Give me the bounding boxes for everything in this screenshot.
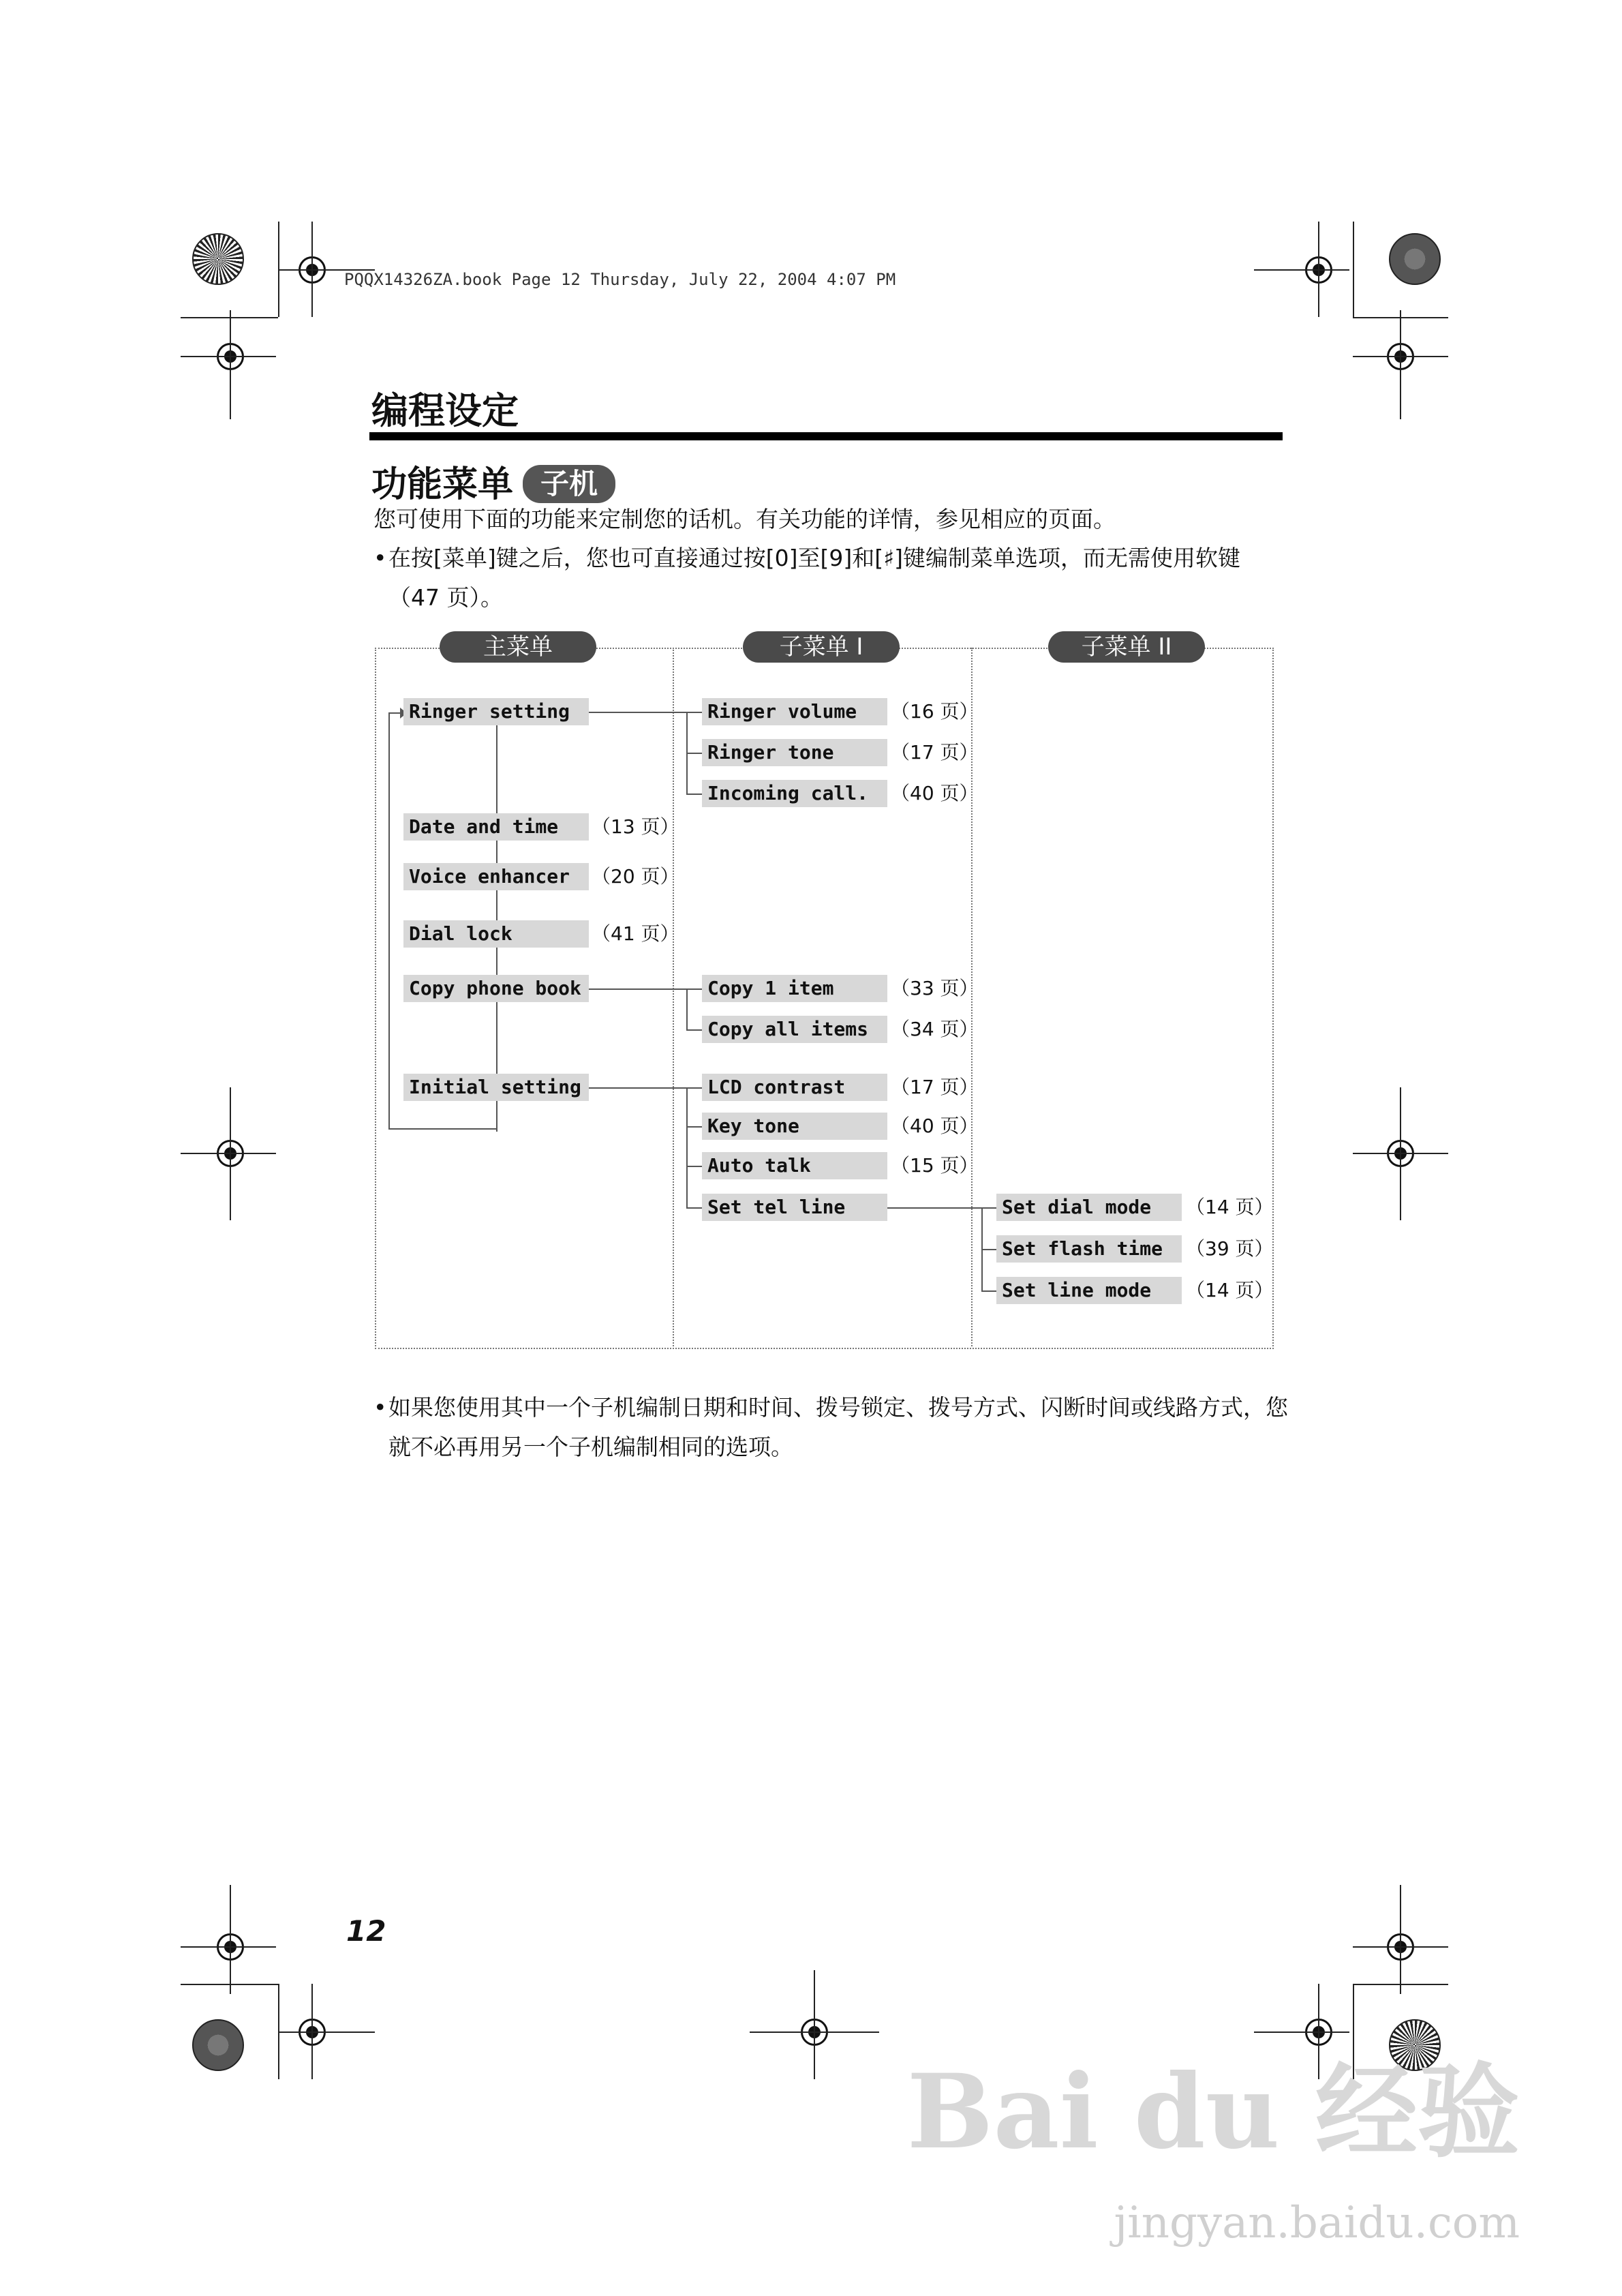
connector-line	[686, 1166, 702, 1167]
intro-text: 您可使用下面的功能来定制您的话机。有关功能的详情，参见相应的页面。	[373, 506, 1116, 532]
registration-wheel-icon	[192, 233, 244, 285]
page-ref: （14 页）	[1186, 1196, 1274, 1218]
column-header-main: 主菜单	[440, 631, 596, 663]
connector-line	[589, 1087, 702, 1089]
submenu-item-copy-1-item[interactable]: Copy 1 item	[702, 975, 887, 1002]
bullet-text: 在按[菜单]键之后，您也可直接通过按[0]至[9]和[♯]键编制菜单选项，而无需使用软键 （47 页）。	[388, 545, 1240, 611]
page-ref: （15 页）	[891, 1154, 979, 1177]
connector-line	[589, 988, 702, 990]
crop-mark	[1353, 222, 1354, 317]
crop-mark	[181, 1153, 276, 1154]
menu-item-initial-setting[interactable]: Initial setting	[403, 1074, 589, 1101]
page-ref: （41 页）	[592, 922, 679, 945]
submenu-item-auto-talk[interactable]: Auto talk	[702, 1152, 887, 1179]
bullet-text: 如果您使用其中一个子机编制日期和时间、拨号锁定、拨号方式、闪断时间或线路方式，您就不必再用另一个子机编制相同的选项。	[388, 1394, 1288, 1460]
page-ref: （40 页）	[891, 1115, 979, 1137]
crop-mark	[1353, 1946, 1448, 1948]
crop-mark	[1353, 317, 1448, 318]
crop-mark	[279, 2031, 375, 2033]
connector-line	[686, 988, 688, 1031]
page-number: 12	[346, 1914, 386, 1948]
connector-line	[686, 1207, 702, 1209]
connector-line	[981, 1249, 996, 1250]
connector-line	[686, 1087, 688, 1209]
page-ref: （16 页）	[891, 700, 979, 723]
submenu-item-ringer-tone[interactable]: Ringer tone	[702, 739, 887, 766]
submenu-item-set-tel-line[interactable]: Set tel line	[702, 1194, 887, 1221]
page-ref: （17 页）	[891, 741, 979, 764]
menu-item-dial-lock[interactable]: Dial lock	[403, 920, 589, 948]
crop-mark	[1400, 1885, 1401, 1994]
crop-mark	[181, 1946, 276, 1948]
crop-mark	[181, 1984, 278, 1985]
crop-mark	[750, 2031, 879, 2033]
submenu-item-copy-all-items[interactable]: Copy all items	[702, 1016, 887, 1043]
connector-line	[686, 1029, 702, 1031]
page-ref: （17 页）	[891, 1076, 979, 1098]
submenu-item-lcd-contrast[interactable]: LCD contrast	[702, 1074, 887, 1101]
submenu2-item-set-dial-mode[interactable]: Set dial mode	[996, 1194, 1182, 1221]
registration-wheel-icon	[1389, 233, 1441, 285]
crop-mark	[1353, 1153, 1448, 1154]
submenu-item-ringer-volume[interactable]: Ringer volume	[702, 698, 887, 725]
crop-mark	[278, 1984, 279, 2079]
menu-item-ringer-setting[interactable]: Ringer setting	[403, 698, 589, 725]
crop-mark	[1400, 310, 1401, 419]
bullet-dot: •	[373, 1394, 387, 1421]
subsection-title-text: 功能菜单	[371, 464, 514, 505]
registration-wheel-icon	[192, 2019, 244, 2071]
connector-line	[686, 1126, 702, 1128]
connector-line	[589, 712, 702, 713]
page-ref: （34 页）	[891, 1018, 979, 1040]
page-ref: （20 页）	[592, 865, 679, 888]
handset-badge: 子机	[523, 465, 615, 503]
crop-mark	[814, 1970, 815, 2079]
connector-line	[388, 1128, 498, 1130]
crop-mark	[1254, 269, 1349, 271]
submenu2-item-set-line-mode[interactable]: Set line mode	[996, 1277, 1182, 1304]
page-ref: （13 页）	[592, 815, 679, 838]
crop-mark	[278, 222, 279, 317]
crop-mark	[230, 310, 231, 419]
connector-line	[686, 794, 702, 795]
column-header-sub1: 子菜单 I	[743, 631, 900, 663]
connector-line	[887, 1207, 996, 1209]
page-ref: （40 页）	[891, 782, 979, 804]
column-header-sub2: 子菜单 II	[1048, 631, 1205, 663]
baidu-watermark-logo: Bai du 经验	[906, 2052, 1520, 2172]
crop-mark	[1353, 1984, 1448, 1985]
baidu-watermark-url: jingyan.baidu.com	[1114, 2198, 1520, 2248]
menu-item-date-and-time[interactable]: Date and time	[403, 813, 589, 841]
connector-line	[388, 712, 390, 1130]
submenu-item-key-tone[interactable]: Key tone	[702, 1113, 887, 1140]
crop-mark	[1353, 356, 1448, 357]
connector-line	[981, 1290, 996, 1292]
page-ref: （14 页）	[1186, 1279, 1274, 1301]
menu-item-voice-enhancer[interactable]: Voice enhancer	[403, 863, 589, 890]
print-header: PQQX14326ZA.book Page 12 Thursday, July 22, 2004 4:07 PM	[344, 270, 896, 289]
connector-line	[686, 753, 702, 754]
bullet-dot: •	[373, 545, 387, 571]
crop-mark	[181, 356, 276, 357]
submenu-item-incoming-call[interactable]: Incoming call.	[702, 780, 887, 807]
page-ref: （33 页）	[891, 977, 979, 999]
crop-mark	[230, 1885, 231, 1994]
page-ref: （39 页）	[1186, 1237, 1274, 1260]
menu-item-copy-phone-book[interactable]: Copy phone book	[403, 975, 589, 1002]
subsection-title	[371, 455, 615, 507]
column-divider	[673, 648, 674, 1346]
section-title: 编程设定	[371, 389, 519, 432]
bullet-item	[373, 539, 1287, 620]
submenu2-item-set-flash-time[interactable]: Set flash time	[996, 1235, 1182, 1263]
bullet-item	[373, 1388, 1287, 1470]
title-rule	[369, 432, 1283, 440]
crop-mark	[181, 317, 278, 318]
